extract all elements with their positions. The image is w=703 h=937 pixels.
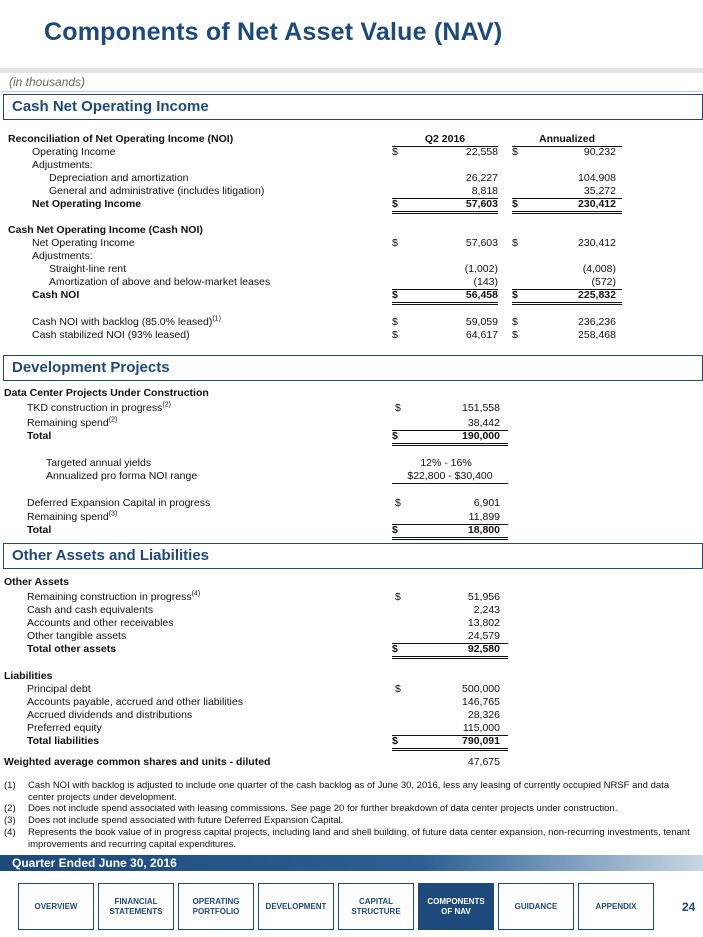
section-header-cash-noi: Cash Net Operating Income	[3, 94, 703, 120]
table-row-total: Total other assets $ 92,580	[0, 643, 703, 656]
table-row: Cash NOI with backlog (85.0% leased)$^{(1)}$ $ 59,059 $ 236,236	[32, 315, 616, 328]
table-row: Cash and cash equivalents 2,243	[27, 604, 500, 616]
shares-row: Weighted average common shares and units - diluted 47,675	[4, 756, 500, 768]
table-row: Principal debt $ 500,000	[27, 683, 500, 695]
nav-guidance[interactable]: GUIDANCE	[498, 883, 574, 930]
table-row: Net Operating Income $ 57,603 $ 230,412	[32, 237, 616, 249]
nav-financial-statements[interactable]: FINANCIAL STATEMENTS	[98, 883, 174, 930]
table-row: Cash stabilized NOI (93% leased) $ 64,617 $ 258,468	[32, 329, 616, 341]
noi-header-label: Reconciliation of Net Operating Income (NOI)	[8, 133, 234, 145]
footer-quarter-label: Quarter Ended June 30, 2016	[12, 856, 177, 870]
nav-operating-portfolio[interactable]: OPERATING PORTFOLIO	[178, 883, 254, 930]
table-row: Deferred Expansion Capital in progress $ 6,901	[27, 497, 500, 509]
table-row: Adjustments:	[32, 159, 93, 171]
table-row: Preferred equity 115,000	[0, 722, 703, 735]
cash-noi-header-row: Cash Net Operating Income (Cash NOI)	[8, 224, 203, 236]
table-row: Targeted annual yields 12% - 16%	[46, 457, 472, 469]
footer-bar	[0, 855, 703, 871]
assets-header-row: Other Assets	[4, 576, 69, 588]
section-nav	[18, 883, 654, 930]
table-row: Remaining spend$^{(3)}$ 11,899	[0, 511, 703, 524]
table-row: Other tangible assets 24,579	[0, 630, 703, 643]
table-row-total: Net Operating Income $ 57,603 $ 230,412	[0, 198, 703, 211]
table-row: Accounts and other receivables 13,802	[27, 617, 500, 629]
footnote-3: (3) Does not include spend associated with future Deferred Expansion Capital.	[4, 815, 344, 826]
nav-overview[interactable]: OVERVIEW	[18, 883, 94, 930]
title-divider	[0, 68, 703, 73]
section-header-other-assets: Other Assets and Liabilities	[3, 543, 703, 569]
table-row: Accounts payable, accrued and other liabilities 146,765	[27, 696, 500, 708]
footnote-2: (2) Does not include spend associated with leasing commissions. See page 20 for further breakdown of data center projects under construction.	[4, 803, 618, 814]
page-title: Components of Net Asset Value (NAV)	[44, 18, 503, 46]
nav-appendix[interactable]: APPENDIX	[578, 883, 654, 930]
section-header-development: Development Projects	[3, 355, 703, 381]
table-row: Straight-line rent (1,002) (4,008)	[49, 263, 616, 275]
table-row: Remaining spend$^{(2)}$ 38,442	[0, 417, 703, 430]
table-row: Remaining construction in progress$^{(4)}$ $ 51,956	[27, 590, 500, 603]
nav-development[interactable]: DEVELOPMENT	[258, 883, 334, 930]
table-row: Adjustments:	[32, 250, 93, 262]
col-header-annualized: Annualized	[512, 133, 622, 147]
nav-components-of-nav[interactable]: COMPONENTS OF NAV	[418, 883, 494, 930]
table-row: Accrued dividends and distributions 28,326	[27, 709, 500, 721]
col-header-q2: Q2 2016	[392, 133, 498, 147]
table-row-total: Total liabilities $ 790,091	[0, 735, 703, 748]
noi-header-row	[0, 133, 703, 146]
table-row: Operating Income $ 22,558 $ 90,232	[32, 146, 616, 158]
table-row-total: Total $ 18,800	[0, 524, 703, 537]
table-row-total: Total $ 190,000	[0, 430, 703, 443]
units-divider	[0, 91, 703, 92]
nav-capital-structure[interactable]: CAPITAL STRUCTURE	[338, 883, 414, 930]
table-row: General and administrative (includes litigation) 8,818 35,272	[0, 185, 703, 198]
table-row: Annualized pro forma NOI range $22,800 - $30,400	[0, 470, 703, 483]
table-row: Depreciation and amortization 26,227 104,908	[49, 172, 616, 184]
footnote-1: (1) Cash NOI with backlog is adjusted to include one quarter of the cash backlog as of June 30, 2016, less any leasing of currently occupied NRSF and data center projects under development.	[4, 780, 670, 803]
liabilities-header-row: Liabilities	[4, 670, 53, 682]
table-row-total: Cash NOI $ 56,458 $ 225,832	[0, 289, 703, 302]
table-row: TKD construction in progress$^{(2)}$ $ 151,558	[27, 401, 500, 414]
dev-header-row: Data Center Projects Under Construction	[4, 387, 209, 399]
units-note: (in thousands)	[9, 75, 86, 89]
page-number: 24	[682, 900, 696, 914]
table-row: Amortization of above and below-market leases (143) (572)	[0, 276, 703, 289]
footnote-4: (4) Represents the book value of in progress capital projects, including land and shell building, of future data center expansion, non-recurring investments, tenant improvements and recurring capital expenditures.	[4, 827, 690, 850]
